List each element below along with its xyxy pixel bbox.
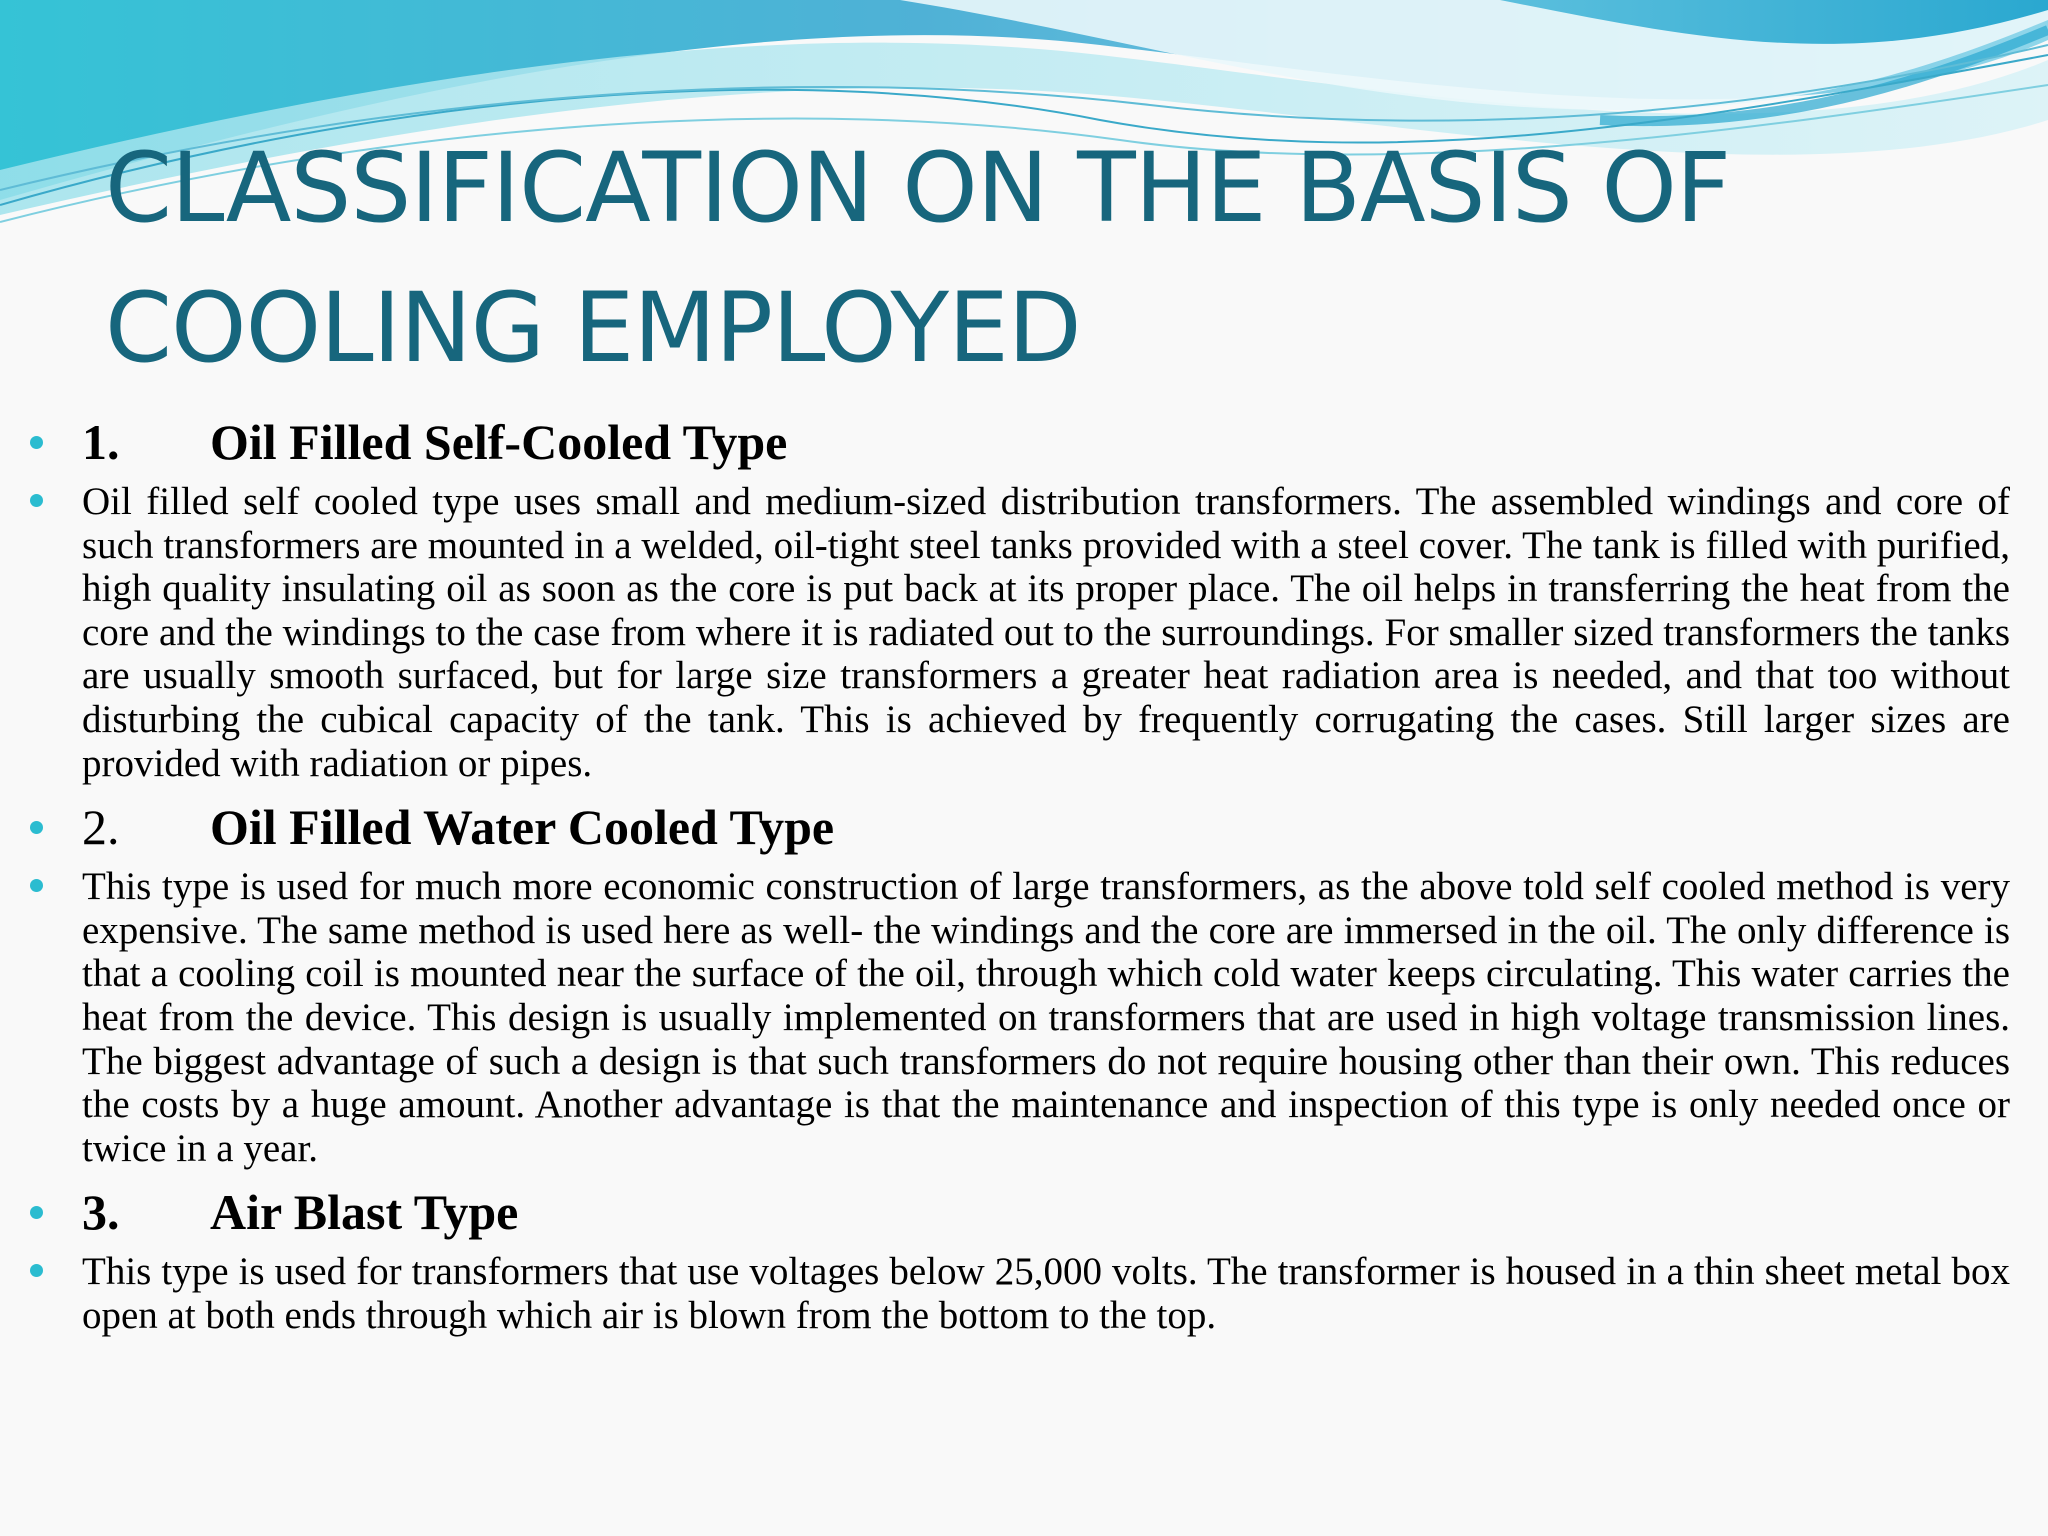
section-heading-text: Oil Filled Self-Cooled Type xyxy=(210,414,788,470)
section-body-1 xyxy=(22,480,2010,785)
section-number: 3. xyxy=(82,1184,120,1241)
bullet-dot-icon xyxy=(30,494,43,507)
bullet-dot-icon xyxy=(30,821,43,834)
slide-title xyxy=(105,118,1965,398)
section-heading-1 xyxy=(22,408,2010,476)
bullet-dot-icon xyxy=(30,1206,43,1219)
bullet-dot-icon xyxy=(30,879,43,892)
section-body-2 xyxy=(22,865,2010,1170)
section-heading-text: Oil Filled Water Cooled Type xyxy=(210,799,835,856)
section-body-text: This type is used for much more economic construction of large transformers, as the above told self cooled method is very expensive. The same method is used here as well- the windings and the core are immersed in the oil. The only difference is that a cooling coil is mounted near the surface of the oil, through which cold water keeps circulating. This water carries the heat from the device. This design is usually implemented on transformers that are used in high voltage transmission lines. The biggest advantage of such a design is that such transformers do not require housing other than their own. This reduces the costs by a huge amount. Another advantage is that the maintenance and inspection of this type is only needed once or twice in a year. xyxy=(82,865,2010,1170)
section-number: 1. xyxy=(82,414,120,470)
section-heading-3 xyxy=(22,1178,2010,1246)
slide-content xyxy=(22,408,2010,1346)
section-heading-text: Air Blast Type xyxy=(210,1184,519,1241)
bullet-dot-icon xyxy=(30,436,43,449)
section-body-text: This type is used for transformers that use voltages below 25,000 volts. The transformer is housed in a thin sheet metal box open at both ends through which air is blown from the bottom to the top. xyxy=(82,1250,2010,1337)
slide-title-line-2: COOLING EMPLOYED xyxy=(105,272,1081,384)
section-body-3 xyxy=(22,1250,2010,1337)
bullet-dot-icon xyxy=(30,1264,43,1277)
section-number: 2. xyxy=(82,799,120,856)
section-body-text: Oil filled self cooled type uses small and medium-sized distribution transformers. The assembled windings and core of such transformers are mounted in a welded, oil-tight steel tanks provided with a steel cover. The tank is filled with purified, high quality insulating oil as soon as the core is put back at its proper place. The oil helps in transferring the heat from the core and the windings to the case from where it is radiated out to the surroundings. For smaller sized transformers the tanks are usually smooth surfaced, but for large size transformers a greater heat radiation area is needed, and that too without disturbing the cubical capacity of the tank. This is achieved by frequently corrugating the cases. Still larger sizes are provided with radiation or pipes. xyxy=(82,480,2010,785)
slide-title-line-1: CLASSIFICATION ON THE BASIS OF xyxy=(105,132,1731,244)
section-heading-2 xyxy=(22,793,2010,861)
